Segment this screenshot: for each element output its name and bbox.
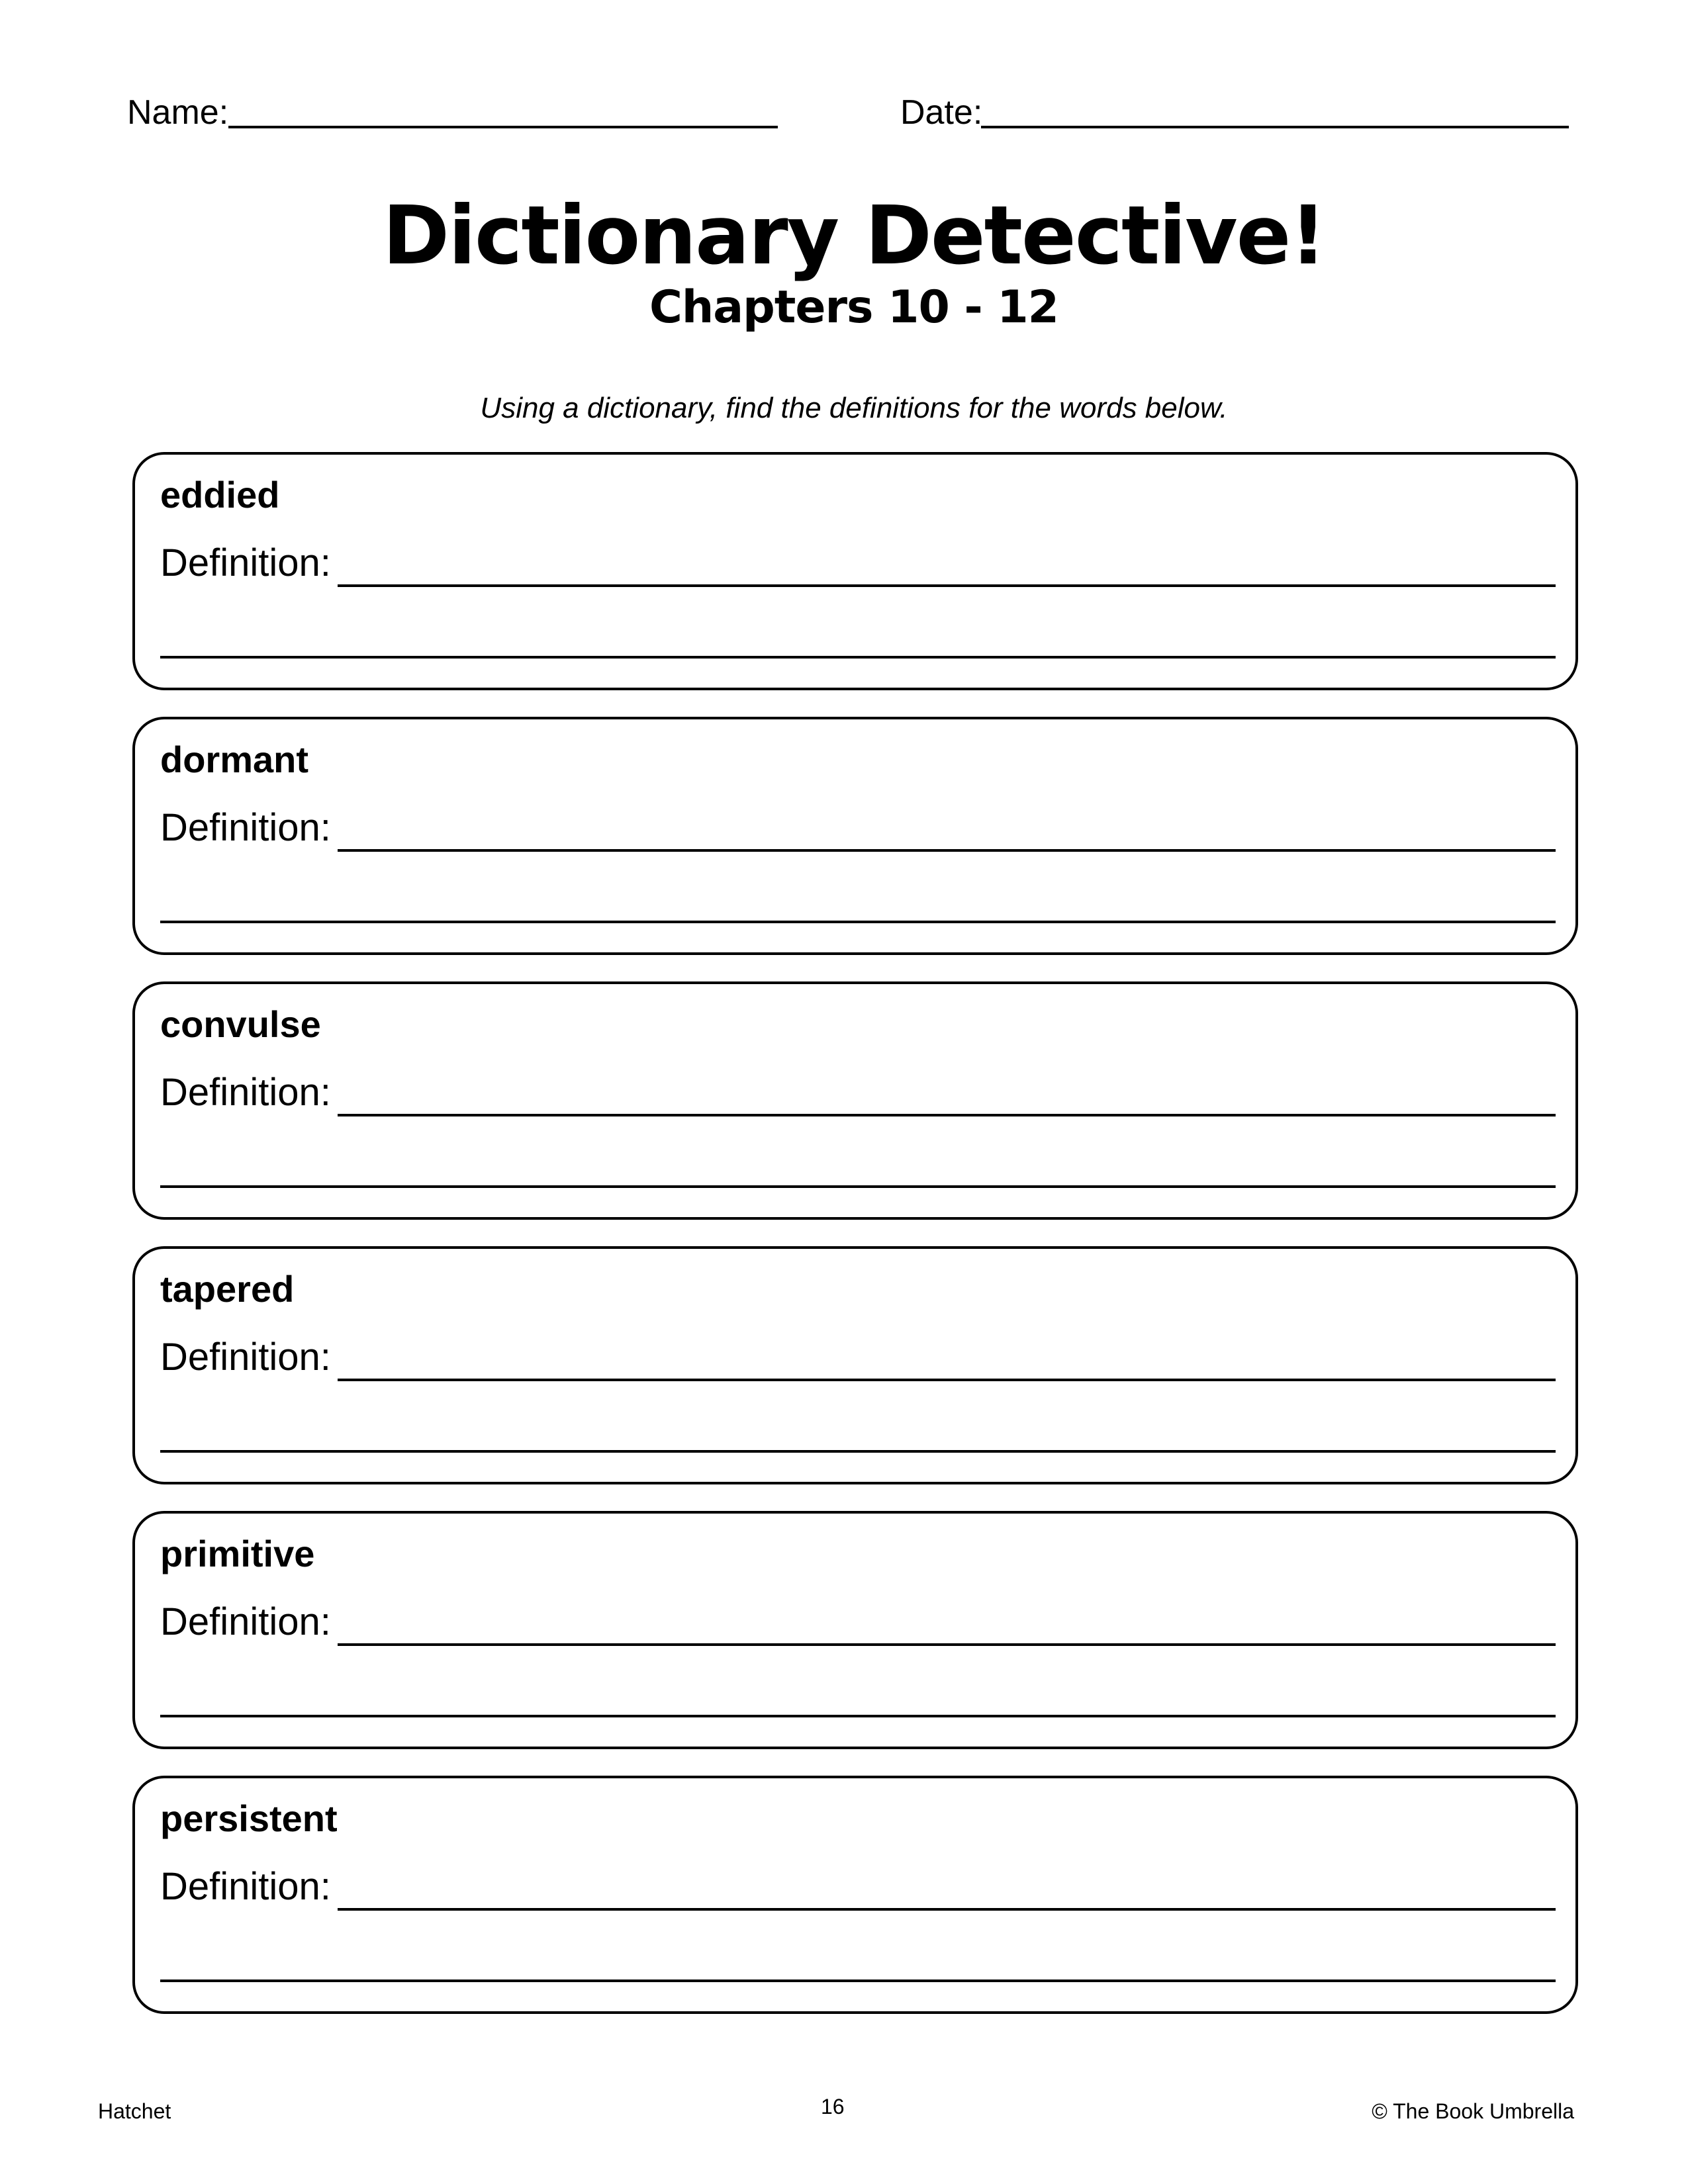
name-label: Name: — [127, 93, 229, 132]
word-box — [132, 1776, 1578, 2014]
word-box — [132, 1511, 1578, 1749]
instructions: Using a dictionary, find the definitions for the words below. — [480, 392, 1228, 424]
definition-label: Definition: — [160, 1600, 331, 1643]
definition-label: Definition: — [160, 1336, 331, 1379]
page-number: 16 — [821, 2095, 845, 2118]
vocab-word: tapered — [160, 1268, 295, 1310]
definition-line-1[interactable] — [338, 1643, 1556, 1646]
definition-label: Definition: — [160, 541, 331, 584]
word-box — [132, 717, 1578, 955]
vocab-word: persistent — [160, 1797, 338, 1839]
definition-line-2[interactable] — [160, 1450, 1556, 1453]
page-subtitle: Chapters 10 - 12 — [649, 281, 1058, 334]
vocab-word: dormant — [160, 739, 308, 780]
definition-line-1[interactable] — [338, 849, 1556, 852]
footer-book-title: Hatchet — [98, 2099, 171, 2123]
definition-line-2[interactable] — [160, 1185, 1556, 1188]
definition-line-2[interactable] — [160, 921, 1556, 923]
footer-copyright: © The Book Umbrella — [1372, 2099, 1574, 2123]
date-field[interactable] — [981, 126, 1569, 128]
definition-line-2[interactable] — [160, 1715, 1556, 1717]
definition-line-2[interactable] — [160, 1979, 1556, 1982]
vocab-word: primitive — [160, 1533, 315, 1574]
vocab-word: eddied — [160, 474, 280, 516]
definition-line-1[interactable] — [338, 1114, 1556, 1116]
definition-label: Definition: — [160, 806, 331, 849]
definition-line-1[interactable] — [338, 1908, 1556, 1911]
definition-line-1[interactable] — [338, 584, 1556, 587]
definition-label: Definition: — [160, 1071, 331, 1114]
word-box — [132, 452, 1578, 690]
vocab-word: convulse — [160, 1003, 321, 1045]
word-box — [132, 1246, 1578, 1484]
page-title: Dictionary Detective! — [382, 189, 1326, 283]
name-field[interactable] — [228, 126, 778, 128]
date-label: Date: — [900, 93, 983, 132]
word-box — [132, 981, 1578, 1220]
definition-line-2[interactable] — [160, 656, 1556, 659]
definition-line-1[interactable] — [338, 1379, 1556, 1381]
definition-label: Definition: — [160, 1865, 331, 1908]
